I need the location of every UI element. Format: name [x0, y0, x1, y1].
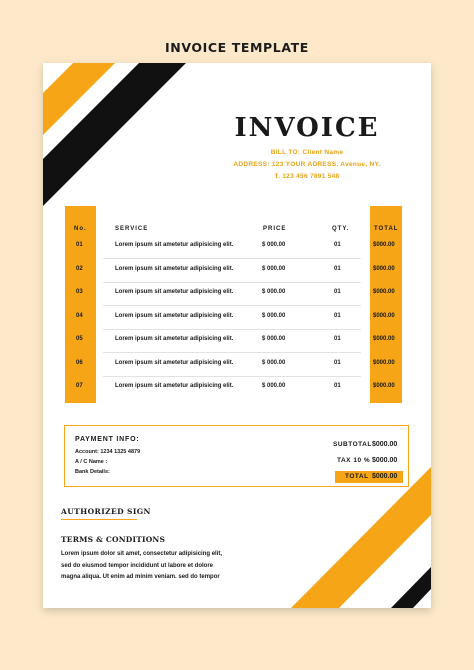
account-line: Account: 1234 1325 4879	[75, 449, 141, 455]
row-total: $000.00	[373, 289, 395, 295]
row-total: $000.00	[373, 359, 395, 366]
row-total: $000.00	[373, 383, 395, 389]
row-total: $000.00	[373, 265, 395, 272]
table-row	[43, 289, 431, 301]
bill-to-line: BILL TO: Client Name	[270, 149, 344, 156]
table-row	[43, 336, 431, 348]
row-service: Lorem ipsum sit ametetur adipisicing elit.	[115, 383, 234, 389]
row-number: 04	[76, 312, 83, 319]
row-service: Lorem ipsum sit ametetur adipisicing elit.	[115, 242, 234, 248]
ac-name-line: A / C Name :	[75, 459, 108, 465]
row-qty: 01	[334, 383, 341, 389]
row-divider	[103, 329, 361, 330]
header-no: No.	[74, 226, 87, 232]
row-number: 01	[76, 242, 83, 248]
row-divider	[103, 352, 361, 353]
table-row	[43, 242, 431, 254]
terms-title: TERMS & CONDITIONS	[61, 535, 166, 544]
payment-title: PAYMENT INFO:	[75, 436, 140, 443]
table-row	[43, 313, 431, 325]
terms-body	[61, 549, 241, 584]
subtotal-label: SUBTOTAL	[333, 441, 372, 448]
table-row	[43, 266, 431, 278]
phone-line: T. 123 456 7891 548	[274, 173, 340, 180]
authorized-sign: AUTHORIZED SIGN	[61, 507, 151, 516]
tax-label: TAX 10 %	[337, 457, 371, 464]
row-price: $ 000.00	[262, 383, 286, 389]
invoice-title: INVOICE	[234, 113, 380, 143]
row-number: 07	[76, 383, 83, 389]
row-qty: 01	[334, 242, 341, 248]
row-qty: 01	[334, 265, 341, 272]
invoice-sheet	[43, 63, 431, 608]
row-divider	[103, 376, 361, 377]
row-number: 02	[76, 265, 83, 272]
row-service: Lorem ipsum sit ametetur adipisicing elit.	[115, 289, 234, 295]
row-price: $ 000.00	[262, 336, 286, 342]
header-qty: QTY.	[332, 226, 350, 232]
row-total: $000.00	[373, 312, 395, 319]
table-row	[43, 383, 431, 395]
row-qty: 01	[334, 359, 341, 366]
header-price: PRICE	[263, 226, 287, 232]
row-total: $000.00	[373, 242, 395, 248]
row-total: $000.00	[373, 336, 395, 342]
row-qty: 01	[334, 289, 341, 295]
row-number: 03	[76, 289, 83, 295]
total-label: TOTAL	[345, 473, 369, 480]
row-price: $ 000.00	[262, 265, 286, 272]
row-qty: 01	[334, 312, 341, 319]
row-service: Lorem ipsum sit ametetur adipisicing elit.	[115, 265, 234, 272]
terms-line: magna aliqua. Ut enim ad minim veniam. sed do tempor	[61, 574, 220, 580]
row-price: $ 000.00	[262, 359, 286, 366]
bill-to-block	[43, 147, 431, 183]
total-value: $000.00	[372, 473, 398, 480]
page-heading: INVOICE TEMPLATE	[165, 40, 309, 55]
bottom-right-stripe-orange	[291, 467, 431, 608]
bottom-right-stripe-black	[391, 567, 431, 608]
terms-line: Lorem ipsum dolor sit amet, consectetur adipisicing elit,	[61, 551, 223, 557]
row-divider	[103, 305, 361, 306]
row-divider	[103, 282, 361, 283]
bank-line: Bank Details:	[75, 469, 110, 475]
row-divider	[103, 258, 361, 259]
row-service: Lorem ipsum sit ametetur adipisicing elit.	[115, 336, 234, 342]
subtotal-value: $000.00	[372, 441, 398, 448]
authorized-underline	[61, 519, 137, 520]
row-qty: 01	[334, 336, 341, 342]
table-header	[43, 226, 431, 238]
terms-line: sed do eiusmod tempor incididunt ut labore et dolore	[61, 562, 214, 569]
header-service: SERVICE	[115, 226, 149, 232]
row-price: $ 000.00	[262, 312, 286, 319]
table-row	[43, 360, 431, 372]
row-number: 06	[76, 359, 83, 366]
header-total: TOTAL	[374, 226, 399, 232]
row-price: $ 000.00	[262, 242, 286, 248]
tax-value: $000.00	[372, 457, 398, 464]
address-line: ADDRESS: 123 YOUR ADRESS. Avenue, NY.	[233, 161, 381, 168]
row-price: $ 000.00	[262, 289, 286, 295]
payment-box	[64, 425, 409, 487]
row-number: 05	[76, 336, 83, 342]
row-service: Lorem ipsum sit ametetur adipisicing elit.	[115, 359, 234, 366]
row-service: Lorem ipsum sit ametetur adipisicing elit.	[115, 312, 234, 319]
